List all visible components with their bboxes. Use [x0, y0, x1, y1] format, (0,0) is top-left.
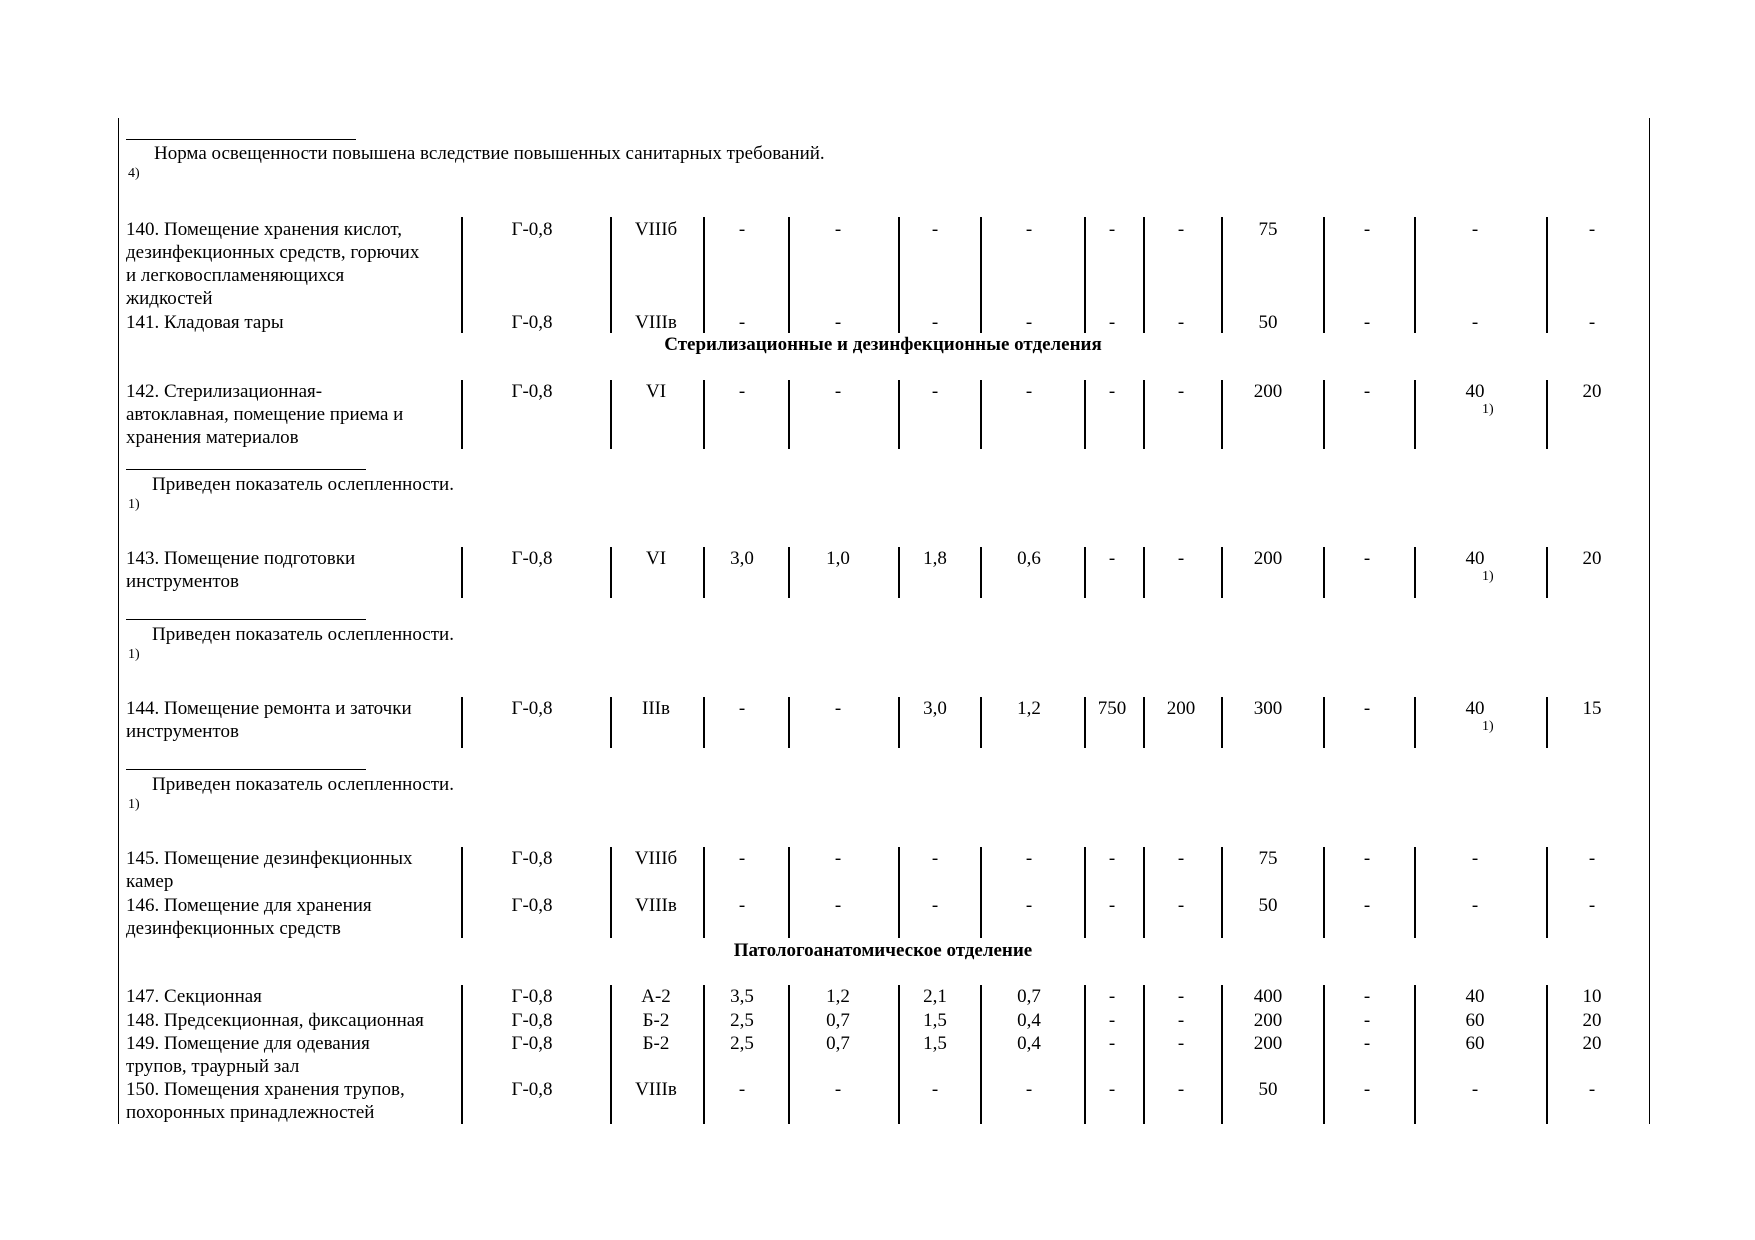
- row-name-line: похоронных принадлежностей: [126, 1102, 375, 1123]
- table-cell: 0,6: [1017, 548, 1041, 569]
- table-cell: 60: [1465, 1010, 1485, 1031]
- table-cell: А-2: [641, 986, 671, 1007]
- footnote-text: Норма освещенности повышена вследствие повышенных санитарных требований.: [154, 143, 825, 164]
- row-name-line: 149. Помещение для одевания: [126, 1033, 370, 1054]
- table-cell: 0,7: [826, 1010, 850, 1031]
- table-cell: 10: [1582, 986, 1602, 1007]
- table-cell: -: [1177, 986, 1185, 1007]
- table-cell: -: [1108, 895, 1116, 916]
- row-name-line: инструментов: [126, 571, 239, 592]
- table-cell: Г-0,8: [511, 219, 553, 240]
- table-cell: -: [738, 698, 746, 719]
- row-name-line: автоклавная, помещение приема и: [126, 404, 404, 425]
- table-cell: -: [834, 895, 842, 916]
- table-cell: -: [738, 1079, 746, 1100]
- table-cell: -: [1108, 986, 1116, 1007]
- table-cell: 15: [1582, 698, 1602, 719]
- row-name-line: и легковоспламеняющихся: [126, 265, 345, 286]
- table-cell: -: [834, 1079, 842, 1100]
- table-cell: -: [1177, 312, 1185, 333]
- table-cell: -: [1177, 1033, 1185, 1054]
- table-cell: -: [738, 848, 746, 869]
- row-name-line: 145. Помещение дезинфекционных: [126, 848, 413, 869]
- column-divider: [980, 847, 982, 938]
- table-cell: -: [931, 219, 939, 240]
- table-cell: -: [931, 1079, 939, 1100]
- row-name-line: 146. Помещение для хранения: [126, 895, 372, 916]
- table-cell: -: [1363, 219, 1371, 240]
- table-cell: 2,5: [730, 1010, 754, 1031]
- table-cell: -: [1177, 895, 1185, 916]
- table-cell: VIIIв: [635, 1079, 677, 1100]
- table-cell: -: [1363, 895, 1371, 916]
- document-frame: [118, 118, 1650, 1124]
- table-cell: -: [931, 381, 939, 402]
- row-name-line: трупов, траурный зал: [126, 1056, 300, 1077]
- table-cell: 0,4: [1017, 1010, 1041, 1031]
- table-cell: 0,7: [1017, 986, 1041, 1007]
- table-cell: -: [1363, 1033, 1371, 1054]
- table-cell: 200: [1253, 1010, 1283, 1031]
- column-divider: [1323, 985, 1325, 1124]
- column-divider: [1143, 847, 1145, 938]
- table-cell: Г-0,8: [511, 986, 553, 1007]
- table-cell: -: [931, 312, 939, 333]
- table-cell: -: [931, 848, 939, 869]
- table-cell: VI: [645, 381, 667, 402]
- table-cell: -: [1025, 895, 1033, 916]
- table-cell: -: [1363, 848, 1371, 869]
- table-cell: -: [931, 895, 939, 916]
- table-cell: -: [1177, 1010, 1185, 1031]
- column-divider: [1143, 697, 1145, 748]
- table-cell: -: [1025, 1079, 1033, 1100]
- table-cell: -: [834, 219, 842, 240]
- column-divider: [980, 697, 982, 748]
- table-cell: -: [1471, 1079, 1479, 1100]
- table-cell: -: [1471, 848, 1479, 869]
- table-cell: -: [738, 381, 746, 402]
- table-cell: 75: [1258, 219, 1278, 240]
- column-divider: [1143, 547, 1145, 598]
- column-divider: [1143, 380, 1145, 449]
- table-cell: Г-0,8: [511, 548, 553, 569]
- table-cell: -: [1363, 548, 1371, 569]
- footnote-text: Приведен показатель ослепленности.: [152, 774, 454, 795]
- column-divider: [1323, 547, 1325, 598]
- table-cell: -: [1177, 219, 1185, 240]
- column-divider: [980, 217, 982, 333]
- table-cell: -: [1363, 312, 1371, 333]
- row-name-line: хранения материалов: [126, 427, 299, 448]
- footnote-marker: 1): [128, 797, 140, 812]
- table-cell: -: [1471, 312, 1479, 333]
- table-cell: 1,8: [923, 548, 947, 569]
- table-cell: 50: [1258, 1079, 1278, 1100]
- table-cell: 2,1: [923, 986, 947, 1007]
- table-cell: -: [1177, 381, 1185, 402]
- footnote-marker: 4): [128, 166, 140, 181]
- row-name-line: 150. Помещения хранения трупов,: [126, 1079, 405, 1100]
- row-name-line: 144. Помещение ремонта и заточки: [126, 698, 412, 719]
- table-cell: 20: [1582, 1033, 1602, 1054]
- table-cell: Г-0,8: [511, 1010, 553, 1031]
- row-name-line: 147. Секционная: [126, 986, 262, 1007]
- footnote-text: Приведен показатель ослепленности.: [152, 474, 454, 495]
- table-cell: -: [1108, 1079, 1116, 1100]
- column-divider: [980, 380, 982, 449]
- table-cell: -: [738, 219, 746, 240]
- table-cell: 750: [1097, 698, 1127, 719]
- table-cell: 20: [1582, 1010, 1602, 1031]
- table-cell: -: [834, 848, 842, 869]
- row-name-line: камер: [126, 871, 174, 892]
- row-name-line: 143. Помещение подготовки: [126, 548, 356, 569]
- column-divider: [1323, 217, 1325, 333]
- table-cell: -: [1363, 1079, 1371, 1100]
- row-name-line: инструментов: [126, 721, 239, 742]
- table-cell: 0,7: [826, 1033, 850, 1054]
- table-cell: -: [738, 312, 746, 333]
- footnote-rule: [126, 139, 356, 140]
- column-divider: [1323, 697, 1325, 748]
- table-cell: -: [834, 698, 842, 719]
- table-cell: Б-2: [642, 1033, 670, 1054]
- row-name-line: 140. Помещение хранения кислот,: [126, 219, 402, 240]
- table-cell: -: [1177, 848, 1185, 869]
- table-cell: Г-0,8: [511, 895, 553, 916]
- row-name-line: 148. Предсекционная, фиксационная: [126, 1010, 424, 1031]
- footnote-rule: [126, 469, 366, 470]
- table-cell: -: [834, 381, 842, 402]
- table-cell: -: [1025, 312, 1033, 333]
- column-divider: [1323, 847, 1325, 938]
- table-cell: -: [1588, 219, 1596, 240]
- section-header-sterilization: Стерилизационные и дезинфекционные отделения: [664, 334, 1102, 355]
- table-cell: -: [1588, 848, 1596, 869]
- footnote-marker: 1): [128, 497, 140, 512]
- table-cell: VIIIв: [635, 312, 677, 333]
- table-cell: -: [1363, 698, 1371, 719]
- table-cell: -: [1108, 312, 1116, 333]
- table-cell: -: [1588, 895, 1596, 916]
- table-cell: -: [1471, 895, 1479, 916]
- table-cell: -: [1471, 219, 1479, 240]
- column-divider: [1143, 217, 1145, 333]
- table-cell: -: [1025, 381, 1033, 402]
- footnote-marker: 1): [128, 647, 140, 662]
- table-cell: 2,5: [730, 1033, 754, 1054]
- table-cell: 3,0: [923, 698, 947, 719]
- table-cell: 60: [1465, 1033, 1485, 1054]
- table-cell: -: [1363, 986, 1371, 1007]
- table-cell: 200: [1166, 698, 1196, 719]
- table-cell: 0,4: [1017, 1033, 1041, 1054]
- table-cell: 75: [1258, 848, 1278, 869]
- table-cell: -: [1363, 381, 1371, 402]
- table-cell: -: [1588, 312, 1596, 333]
- table-cell: 3,0: [730, 548, 754, 569]
- column-divider: [980, 547, 982, 598]
- table-cell: 200: [1253, 1033, 1283, 1054]
- table-cell: VIIIб: [634, 219, 678, 240]
- table-cell: 40: [1465, 698, 1485, 719]
- table-cell: 40: [1465, 548, 1485, 569]
- table-cell: -: [1108, 1010, 1116, 1031]
- row-name-line: дезинфекционных средств, горючих: [126, 242, 420, 263]
- table-cell: -: [1108, 548, 1116, 569]
- column-divider: [1323, 380, 1325, 449]
- footnote-rule: [126, 769, 366, 770]
- table-cell: -: [1108, 1033, 1116, 1054]
- footnote-rule: [126, 619, 366, 620]
- column-divider: [1143, 985, 1145, 1124]
- table-cell: 200: [1253, 548, 1283, 569]
- table-cell: Г-0,8: [511, 381, 553, 402]
- table-cell: IIIв: [642, 698, 670, 719]
- row-name-line: 142. Стерилизационная-: [126, 381, 323, 402]
- footnote-reference: 1): [1482, 719, 1494, 734]
- table-cell: Г-0,8: [511, 698, 553, 719]
- table-cell: -: [1363, 1010, 1371, 1031]
- footnote-reference: 1): [1482, 569, 1494, 584]
- table-cell: 50: [1258, 895, 1278, 916]
- column-divider: [980, 985, 982, 1124]
- table-cell: Г-0,8: [511, 312, 553, 333]
- table-cell: -: [1108, 848, 1116, 869]
- table-cell: Г-0,8: [511, 1079, 553, 1100]
- table-cell: 20: [1582, 548, 1602, 569]
- table-cell: 20: [1582, 381, 1602, 402]
- table-cell: -: [834, 312, 842, 333]
- table-cell: VI: [645, 548, 667, 569]
- footnote-text: Приведен показатель ослепленности.: [152, 624, 454, 645]
- table-cell: Г-0,8: [511, 1033, 553, 1054]
- table-cell: 50: [1258, 312, 1278, 333]
- section-header-pathology: Патологоанатомическое отделение: [733, 940, 1033, 961]
- table-cell: -: [1588, 1079, 1596, 1100]
- table-cell: 200: [1253, 381, 1283, 402]
- table-cell: 300: [1253, 698, 1283, 719]
- table-cell: 1,5: [923, 1010, 947, 1031]
- table-cell: VIIIб: [634, 848, 678, 869]
- table-cell: 1,2: [826, 986, 850, 1007]
- table-cell: -: [1177, 1079, 1185, 1100]
- table-cell: 40: [1465, 381, 1485, 402]
- table-cell: -: [1025, 848, 1033, 869]
- table-cell: VIIIв: [635, 895, 677, 916]
- table-cell: Б-2: [642, 1010, 670, 1031]
- table-cell: -: [1025, 219, 1033, 240]
- table-cell: -: [1177, 548, 1185, 569]
- table-cell: 400: [1253, 986, 1283, 1007]
- footnote-reference: 1): [1482, 402, 1494, 417]
- table-cell: -: [1108, 219, 1116, 240]
- table-cell: 1,0: [826, 548, 850, 569]
- table-cell: -: [738, 895, 746, 916]
- table-cell: Г-0,8: [511, 848, 553, 869]
- row-name-line: дезинфекционных средств: [126, 918, 341, 939]
- table-cell: 40: [1465, 986, 1485, 1007]
- table-cell: 1,5: [923, 1033, 947, 1054]
- row-name-line: 141. Кладовая тары: [126, 312, 284, 333]
- table-cell: 1,2: [1017, 698, 1041, 719]
- table-cell: -: [1108, 381, 1116, 402]
- row-name-line: жидкостей: [126, 288, 213, 309]
- table-cell: 3,5: [730, 986, 754, 1007]
